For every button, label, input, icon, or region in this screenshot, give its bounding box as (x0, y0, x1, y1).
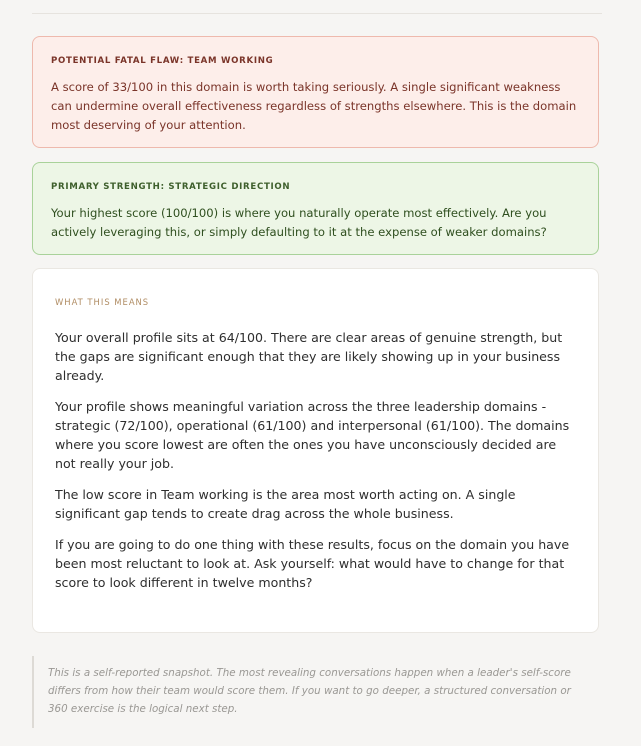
fatal-flaw-text: A score of 33/100 in this domain is worth taking seriously. A single significant weakness can undermine overall effectiveness regardless of strengths elsewhere. This is the domain most deserving of your attention. (51, 80, 577, 132)
primary-strength-callout (32, 162, 599, 255)
what-this-means-card (32, 268, 599, 633)
disclaimer-note: This is a self-reported snapshot. The most revealing conversations happen when a leader's self-score differs from how their team would score them. If you want to go deeper, a structured conversation or 360 exercise is the logical next step. (32, 656, 592, 728)
fatal-flaw-callout (32, 36, 599, 148)
primary-strength-label: PRIMARY STRENGTH: STRATEGIC DIRECTION (51, 182, 291, 192)
what-this-means-label: WHAT THIS MEANS (55, 297, 150, 307)
summary-paragraph: Your overall profile sits at 64/100. There are clear areas of genuine strength, but the gaps are significant enough that they are likely showing up in your business already. (55, 330, 563, 383)
domain-variation-paragraph: Your profile shows meaningful variation across the three leadership domains - strategic (72/100), operational (61/100) and interpersonal (61/100). The domains where you score lowest are often the ones you have unconsciously decided are not really your job. (55, 399, 570, 471)
primary-strength-text: Your highest score (100/100) is where you naturally operate most effectively. Are you actively leveraging this, or simply defaulting to it at the expense of weaker domains? (51, 206, 547, 239)
top-divider (32, 13, 602, 14)
low-score-paragraph: The low score in Team working is the area most worth acting on. A single significant gap tends to create drag across the whole business. (55, 487, 516, 521)
next-step-paragraph: If you are going to do one thing with these results, focus on the domain you have been most reluctant to look at. Ask yourself: what would have to change for that score to look different in twelve months? (55, 537, 570, 590)
fatal-flaw-label: POTENTIAL FATAL FLAW: TEAM WORKING (51, 56, 274, 66)
